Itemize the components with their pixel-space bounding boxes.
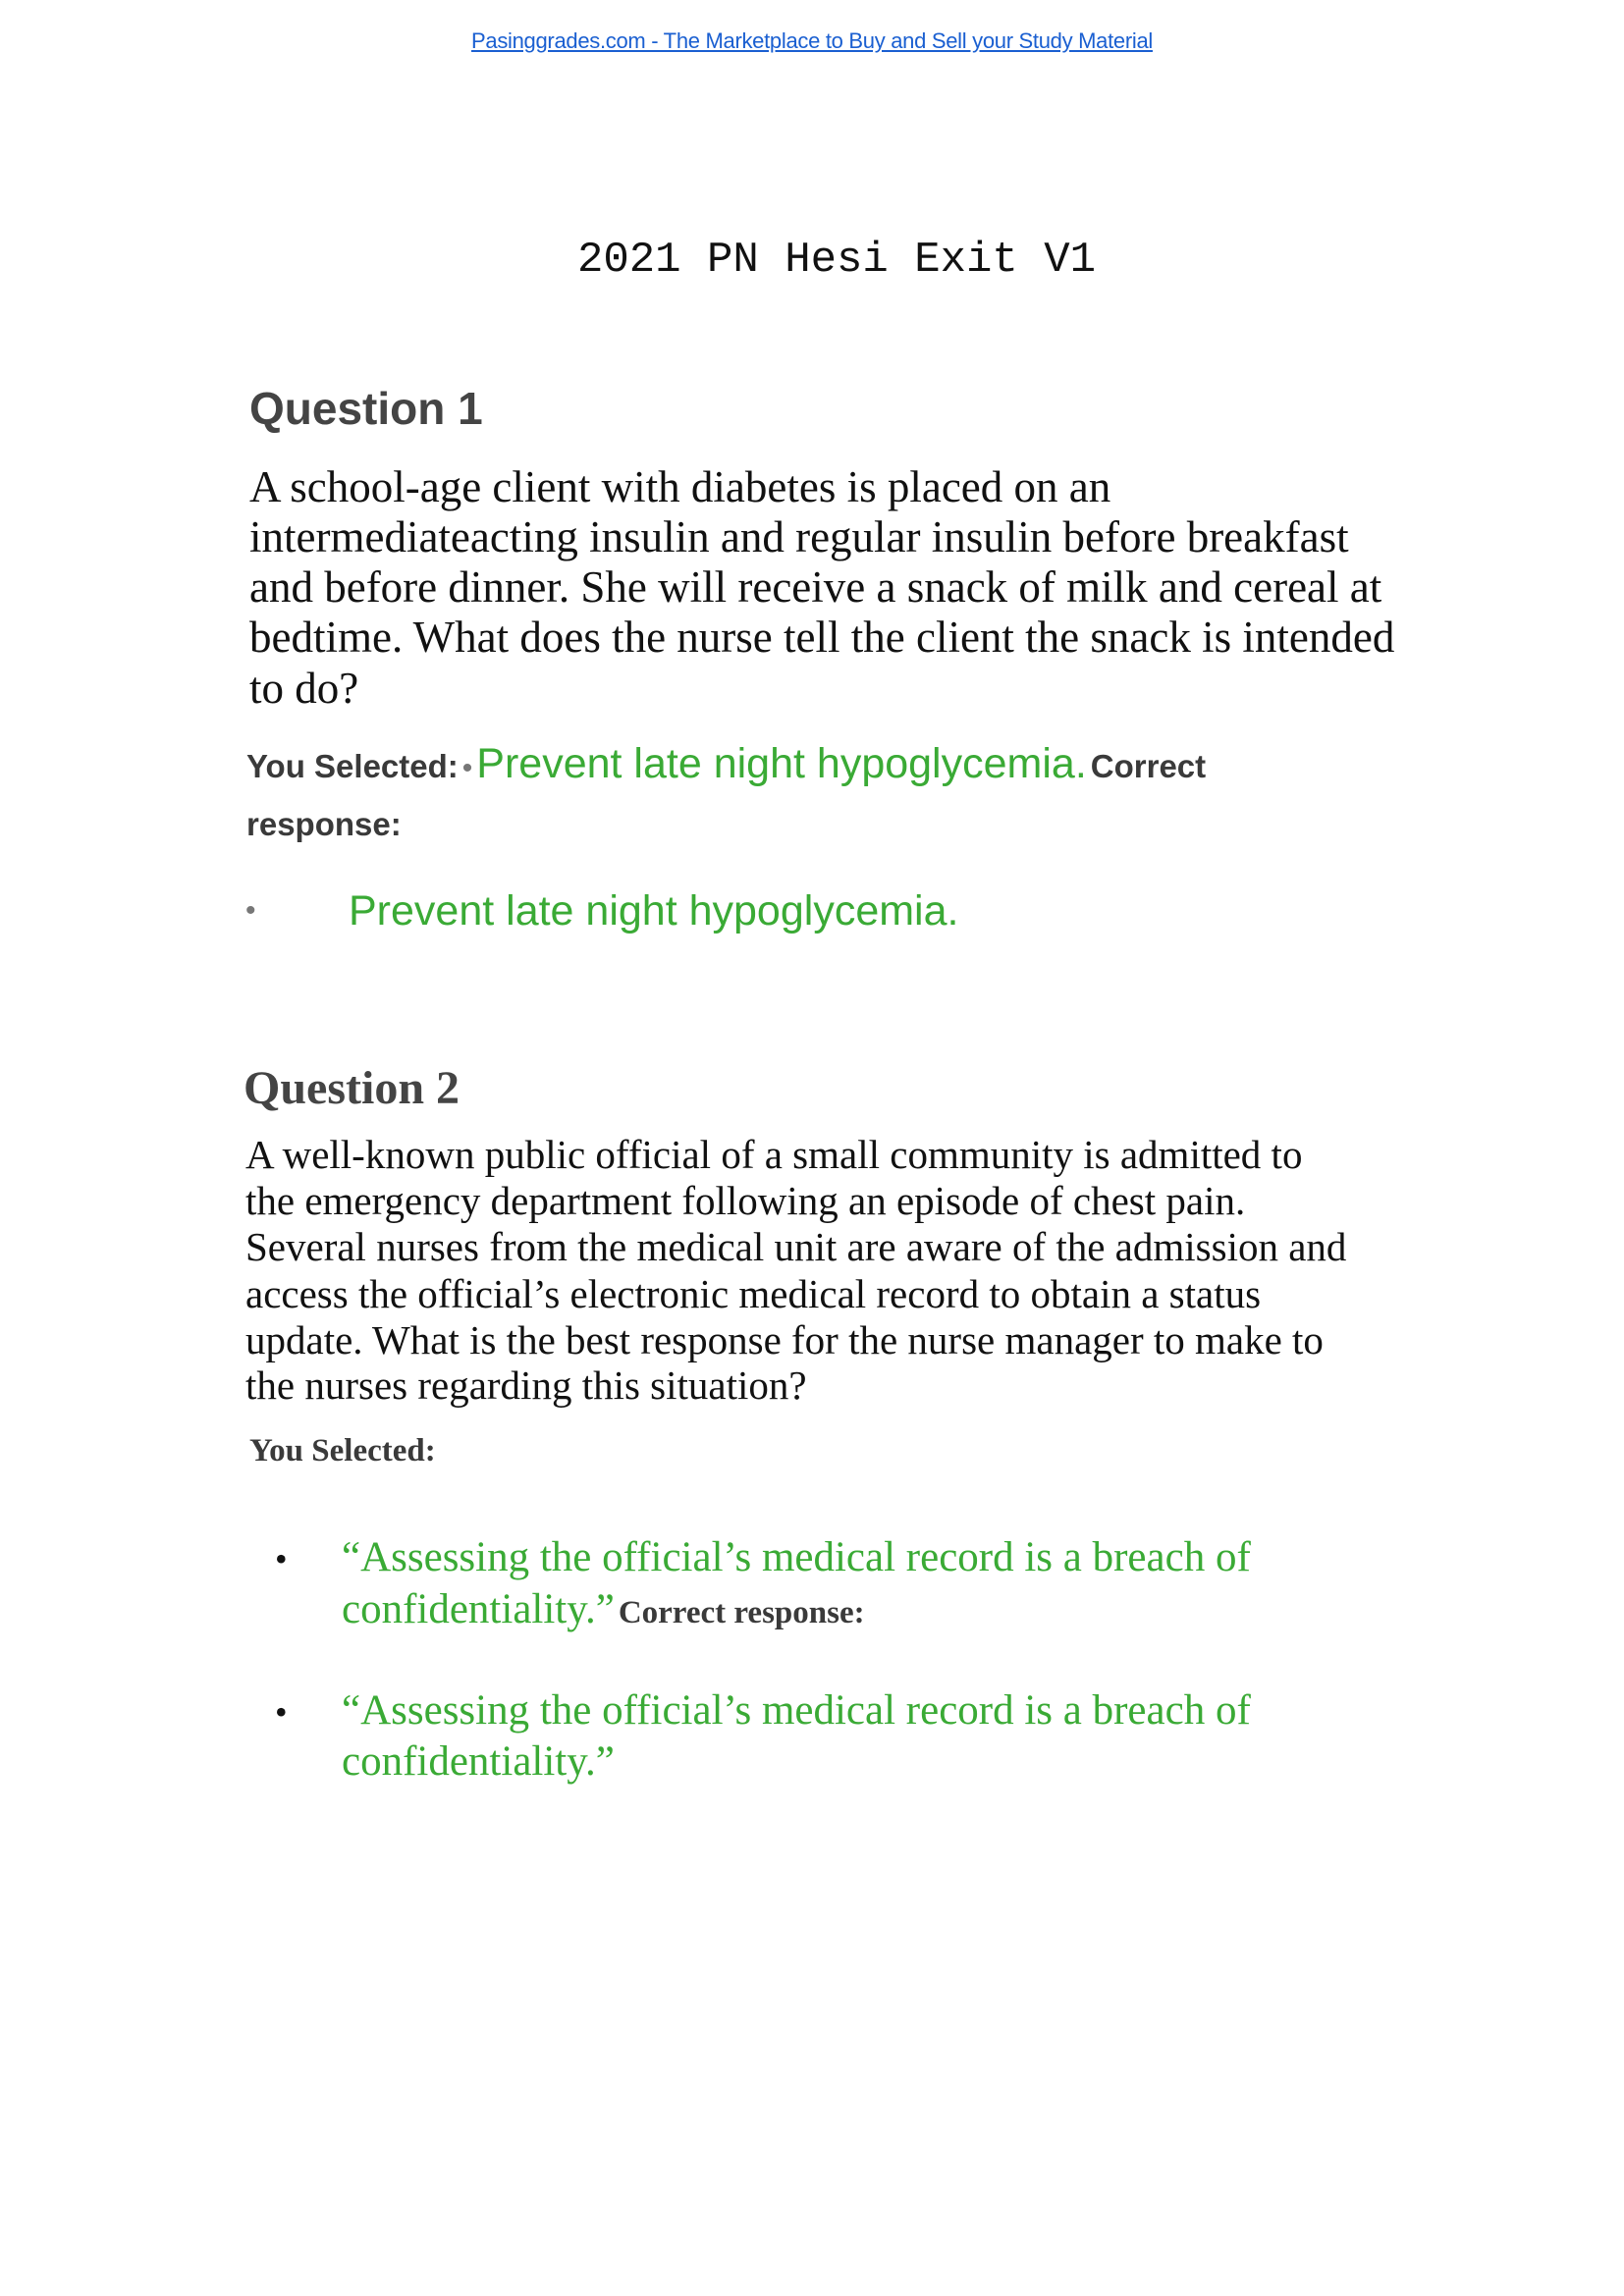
question-2-text-line: update. What is the best response for the nurse manager to make to [245,1317,1324,1362]
question-1-text-line: and before dinner. She will receive a snack of milk and cereal at [249,562,1382,612]
document-title: 2021 PN Hesi Exit V1 [576,236,1097,285]
header-link[interactable]: Pasinggrades.com - The Marketplace to Buy and Sell your Study Material [471,28,1153,53]
question-2-text-line: access the official’s electronic medical record to obtain a status [245,1271,1262,1316]
question-1-selected-row [246,740,1207,787]
correct-response-label-cont: response: [246,806,402,842]
bullet-icon: • [275,1539,288,1578]
question-2-text-line: the nurses regarding this situation? [245,1362,807,1408]
you-selected-label: You Selected: [249,1433,436,1468]
selected-answer-line: “Assessing the official’s medical record is a breach of [342,1534,1251,1580]
selected-answer: Prevent late night hypoglycemia. [476,740,1087,787]
selected-answer-row [342,1588,865,1630]
question-2-text-line: Several nurses from the medical unit are aware of the admission and [245,1224,1347,1269]
correct-answer-line: “Assessing the official’s medical record is a breach of [342,1687,1251,1734]
bullet-icon: • [245,894,256,927]
correct-answer-line: confidentiality.” [342,1738,615,1785]
bullet-icon: • [275,1692,288,1732]
question-1-text-line: to do? [249,664,359,713]
question-1-text-line: A school-age client with diabetes is placed on an [249,462,1111,511]
question-2-text-line: A well-known public official of a small community is admitted to [245,1132,1303,1177]
correct-answer: Prevent late night hypoglycemia. [349,887,959,934]
selected-answer-line: confidentiality.” [342,1586,615,1632]
correct-response-label: Correct [1090,748,1207,784]
question-1-heading: Question 1 [249,383,483,434]
question-1-text-line: intermediateacting insulin and regular insulin before breakfast [249,512,1349,561]
question-1-text-line: bedtime. What does the nurse tell the client the snack is intended [249,613,1395,662]
you-selected-label: You Selected: [246,748,459,784]
correct-response-label: Correct response: [618,1595,865,1630]
bullet-icon: • [461,752,473,784]
question-2-heading: Question 2 [244,1062,460,1114]
question-2-text-line: the emergency department following an episode of chest pain. [245,1178,1246,1223]
